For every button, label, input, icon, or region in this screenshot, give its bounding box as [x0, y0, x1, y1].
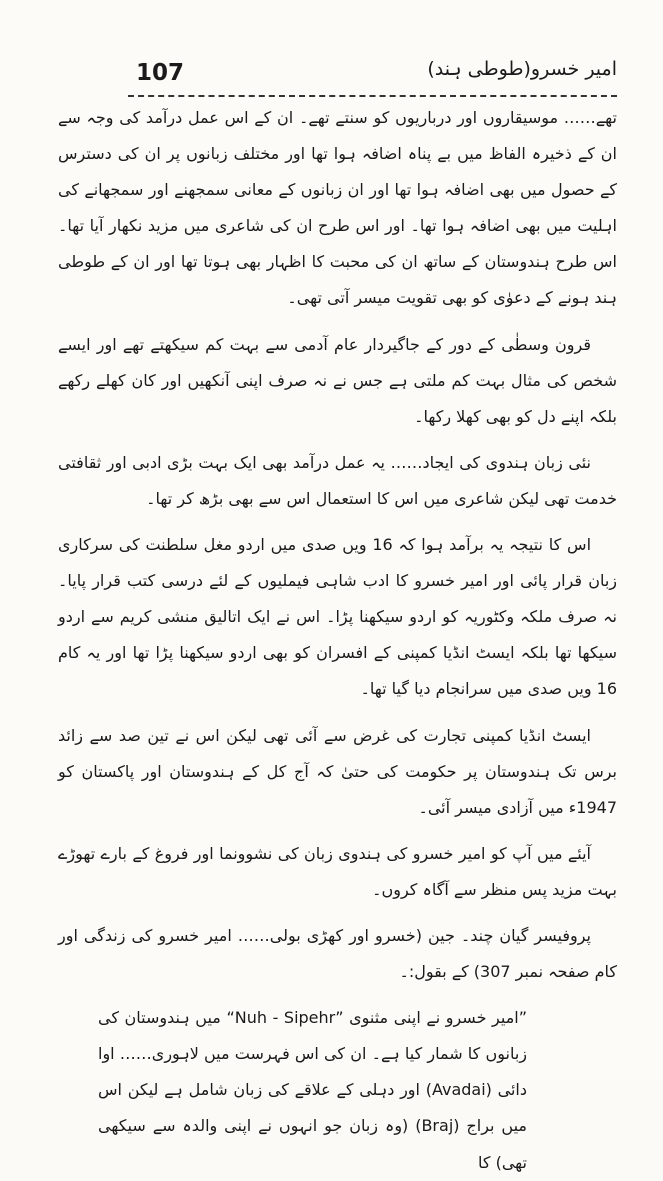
header-divider: [128, 95, 617, 97]
paragraph: قرون وسطٰی کے دور کے جاگیردار عام آدمی سے بہت کم سیکھتے تھے اور ایسے شخص کی مثال بہت کم ملتی ہے جس نے نہ صرف اپنی آنکھیں اور کان کھلے رکھے بلکہ اپنے دل کو بھی کھلا رکھا۔: [58, 334, 617, 426]
running-title: امیر خسرو(طوطی ہند): [427, 58, 617, 80]
page-number: 107: [136, 60, 185, 86]
paragraph: آیئے میں آپ کو امیر خسرو کی ہندوی زبان کی نشوونما اور فروغ کے بارے تھوڑے بہت مزید پس منظر سے آگاہ کروں۔: [58, 843, 617, 899]
block-quote: ”امیر خسرو نے اپنی مثنوی ”Nuh - Sipehr“ میں ہندوستان کی زبانوں کا شمار کیا ہے۔ ان کی اس فہرست میں لاہوری…… اوا دائی (Avadai) اور دہلی کے علاقے کی زبان شامل ہے لیکن اس میں براج (Braj) (وہ زبان جو انہوں نے اپنی والدہ سے سیکھی تھی) کا: [98, 1008, 528, 1172]
paragraph: پروفیسر گیان چند۔ جین (خسرو اور کھڑی بولی…… امیر خسرو کی زندگی اور کام صفحہ نمبر 307) کے بقول:۔: [58, 925, 617, 982]
paragraph: ایسٹ انڈیا کمپنی تجارت کی غرض سے آئی تھی لیکن اس نے تین صد سے زائد برس تک ہندوستان پر حکومت کی حتیٰ کہ آج کل کے ہندوستان اور پاکستان کو 1947ء میں آزادی میسر آئی۔: [58, 725, 617, 817]
paragraph: اس کا نتیجہ یہ برآمد ہوا کہ 16 ویں صدی میں اردو مغل سلطنت کی سرکاری زبان قرار پائی اور امیر خسرو کا ادب شاہی فیملیوں کے لئے درسی کتب قرار پایا۔ نہ صرف ملکہ وکٹوریہ کو اردو سیکھنا پڑا۔ اس نے ایک اتالیق منشی کریم سے اردو سیکھا تھا بلکہ ایسٹ انڈیا کمپنی کے افسران کو بھی اردو سیکھنا پڑا تھا اور یہ کام 16 ویں صدی میں سرانجام دیا گیا تھا۔: [58, 535, 617, 699]
page-header: [128, 58, 617, 90]
paragraph: تھے…… موسیقاروں اور درباریوں کو سنتے تھے۔ ان کے اس عمل درآمد کی وجہ سے ان کے ذخیرہ الفاظ میں بے پناہ اضافہ ہوا تھا اور مختلف زبانوں پر ان کی دسترس کے حصول میں بھی اضافہ ہوا تھا اور ان زبانوں کے معانی سمجھنے اور سمجھانے کی اہلیت میں بھی اضافہ ہوا تھا۔ اور اس طرح ان کی شاعری میں مزید نکھار آیا تھا۔ اس طرح ہندوستان کے ساتھ ان کی محبت کا اظہار بھی ہوتا تھا اور ان کے طوطی ہند ہونے کے دعوٰی کو بھی تقویت میسر آتی تھی۔: [58, 108, 617, 308]
page-body: [58, 100, 617, 1181]
paragraph: نئی زبان ہندوی کی ایجاد…… یہ عمل درآمد بھی ایک بہت بڑی ادبی اور ثقافتی خدمت تھی لیکن شاعری میں اس کا استعمال اس سے بھی بڑھ کر تھا۔: [58, 452, 617, 508]
